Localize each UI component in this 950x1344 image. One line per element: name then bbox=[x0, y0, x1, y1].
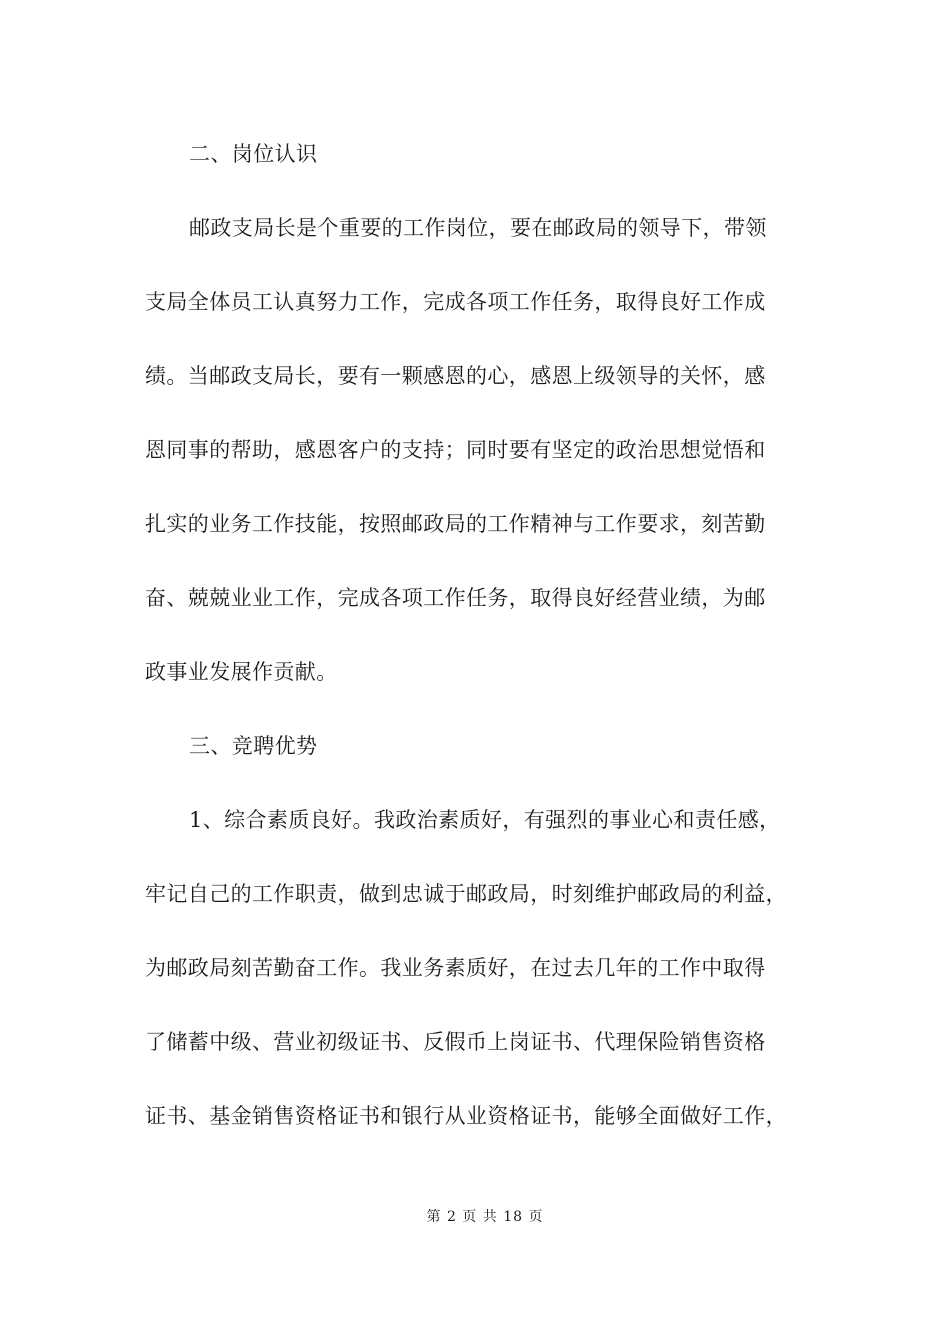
paragraph-line: 扎实的业务工作技能，按照邮政局的工作精神与工作要求，刻苦勤 bbox=[145, 512, 766, 536]
paragraph-line: 邮政支局长是个重要的工作岗位，要在邮政局的领导下，带领 bbox=[189, 216, 767, 240]
page-number-footer: 第 2 页 共 18 页 bbox=[426, 1209, 544, 1225]
section-heading-advantages: 三、竞聘优势 bbox=[189, 734, 318, 758]
paragraph-line: 绩。当邮政支局长，要有一颗感恩的心，感恩上级领导的关怀，感 bbox=[145, 364, 766, 388]
paragraph-line: 了储蓄中级、营业初级证书、反假币上岗证书、代理保险销售资格 bbox=[145, 1030, 766, 1054]
paragraph-line: 奋、兢兢业业工作，完成各项工作任务，取得良好经营业绩，为邮 bbox=[145, 586, 766, 610]
paragraph-line: 为邮政局刻苦勤奋工作。我业务素质好，在过去几年的工作中取得 bbox=[145, 956, 766, 980]
paragraph-line: 牢记自己的工作职责，做到忠诚于邮政局，时刻维护邮政局的利益， bbox=[145, 882, 787, 906]
paragraph-line: 1、综合素质良好。我政治素质好，有强烈的事业心和责任感， bbox=[189, 808, 781, 832]
section-heading-position: 二、岗位认识 bbox=[189, 142, 318, 166]
document-body bbox=[145, 130, 810, 1166]
paragraph-line: 政事业发展作贡献。 bbox=[145, 660, 338, 684]
paragraph-line: 支局全体员工认真努力工作，完成各项工作任务，取得良好工作成 bbox=[145, 290, 766, 314]
paragraph-line: 证书、基金销售资格证书和银行从业资格证书，能够全面做好工作， bbox=[145, 1104, 787, 1128]
paragraph-line: 恩同事的帮助，感恩客户的支持；同时要有坚定的政治思想觉悟和 bbox=[145, 438, 766, 462]
